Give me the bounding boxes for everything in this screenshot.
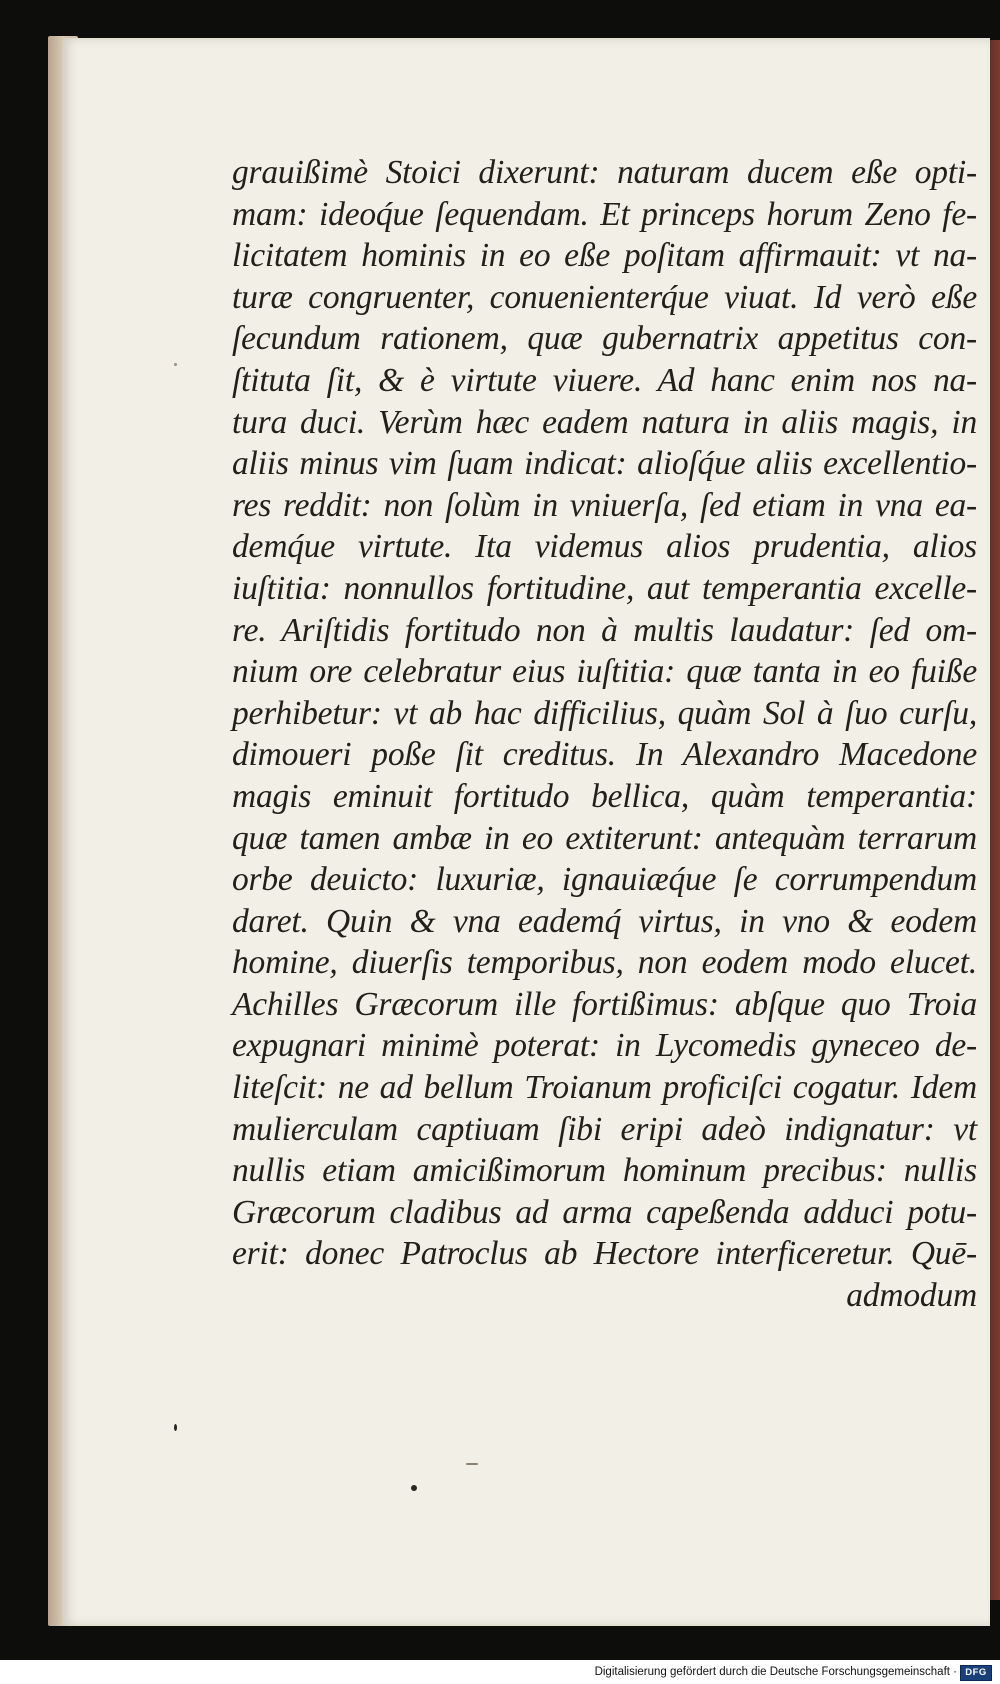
text-line: re. Ariſtidis fortitudo non à multis laudatur: ſed om- (232, 611, 977, 649)
text-line: ſtituta ſit, & è virtute viuere. Ad hanc enim nos na- (232, 361, 977, 399)
text-line: licitatem hominis in eo eße poſitam affirmauit: vt na- (232, 237, 977, 275)
text-line: res reddit: non ſolùm in vniuerſa, ſed etiam in vna ea- (232, 486, 977, 524)
text-line: quæ tamen ambæ in eo extiterunt: antequàm terrarum (232, 819, 977, 857)
text-line: homine, diuerſis temporibus, non eodem modo elucet. (232, 944, 977, 982)
text-line: expugnari minimè poterat: in Lycomedis gyneceo de- (232, 1027, 977, 1065)
text-line: erit: donec Patroclus ab Hectore interficeretur. Quē- (232, 1235, 977, 1273)
text-line: mulierculam captiuam ſibi eripi adeò indignatur: vt (232, 1110, 977, 1148)
ink-speck (466, 1463, 478, 1465)
text-line: Græcorum cladibus ad arma capeßenda adduci potu- (232, 1193, 977, 1231)
text-line: iuſtitia: nonnullos fortitudine, aut temperantia excelle- (232, 569, 977, 607)
ink-speck (411, 1485, 417, 1491)
text-line: tura duci. Verùm hæc eadem natura in aliis magis, in (232, 403, 977, 441)
text-line: mam: ideoq́ue ſequendam. Et princeps horum Zeno fe- (232, 195, 977, 233)
text-line: liteſcit: ne ad bellum Troianum proficiſci cogatur. Idem (232, 1069, 977, 1107)
text-line: turæ congruenter, conuenienterq́ue viuat. Id verò eße (232, 278, 977, 316)
text-line: Achilles Græcorum ille fortißimus: abſque quo Troia (232, 985, 977, 1023)
page-text (232, 152, 977, 1317)
text-line: orbe deuicto: luxuriæ, ignauiæq́ue ſe corrumpendum (232, 861, 977, 899)
text-line: nullis etiam amicißimorum hominum precibus: nullis (232, 1152, 977, 1190)
ink-speck (174, 363, 177, 366)
text-line: perhibetur: vt ab hac difficilius, quàm Sol à ſuo curſu, (232, 694, 977, 732)
dfg-logo: DFG (960, 1665, 992, 1681)
text-line: aliis minus vim ſuam indicat: alioſq́ue aliis excellentio- (232, 445, 977, 483)
text-line: nium ore celebratur eius iuſtitia: quæ tanta in eo fuiße (232, 653, 977, 691)
text-line: demq́ue virtute. Ita videmus alios prudentia, alios (232, 528, 977, 566)
catchword: admodum (846, 1277, 977, 1315)
text-line: ſecundum rationem, quæ gubernatrix appetitus con- (232, 320, 977, 358)
funding-credit: Digitalisierung gefördert durch die Deutsche Forschungsgemeinschaft · (594, 1666, 957, 1678)
text-line: grauißimè Stoici dixerunt: naturam ducem eße opti- (232, 154, 977, 191)
text-line: magis eminuit fortitudo bellica, quàm temperantia: (232, 777, 977, 815)
text-line: daret. Quin & vna eademq́ virtus, in vno & eodem (232, 902, 977, 940)
text-line: dimoueri poße ſit creditus. In Alexandro Macedone (232, 736, 977, 774)
ink-speck (174, 1424, 177, 1431)
